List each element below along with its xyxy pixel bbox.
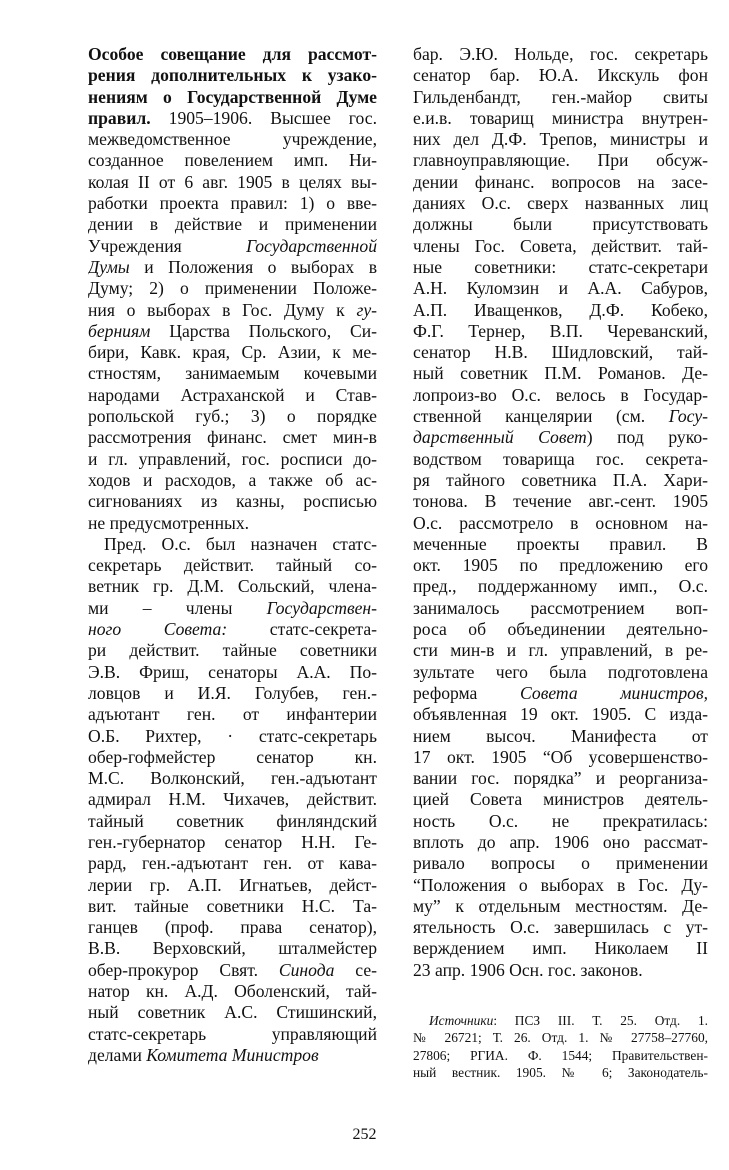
text-run: и гл. управлений, гос. росписи до- [88, 448, 377, 469]
text-run: народами Астраханской и Став- [88, 384, 377, 405]
text-run: ходов и расходов, а также об ас- [88, 469, 377, 490]
text-line [413, 747, 708, 768]
text-line [413, 1029, 708, 1046]
text-run: не предусмотренных. [88, 512, 250, 533]
text-line [88, 747, 377, 768]
text-run: дении финанс. вопросов на засе- [413, 171, 708, 192]
text-run: меченные проекты правил. В [413, 533, 708, 554]
text-line [88, 214, 377, 235]
text-run: Государственной [246, 235, 377, 256]
text-line [413, 534, 708, 555]
text-line [413, 300, 708, 321]
text-run: пред., поддержанному имп., О.с. [413, 576, 708, 597]
text-run: созданное повелением имп. Ни- [88, 150, 377, 171]
text-line [88, 640, 377, 661]
text-run: ный вестник. 1905. № 6; Законодатель- [413, 1064, 708, 1080]
text-line [88, 236, 377, 257]
text-run: Комитета Министров [146, 1044, 319, 1065]
text-run: главноуправляющие. При обсуж- [413, 150, 708, 171]
text-line [413, 576, 708, 597]
text-run: реформа [413, 682, 521, 703]
text-line [88, 1002, 377, 1023]
text-run: занималось рассмотрением воп- [413, 597, 708, 618]
text-run: рард, ген.-адъютант ген. от кава- [88, 853, 377, 874]
text-run: бири, Кавк. края, Ср. Азии, к ме- [88, 342, 377, 363]
text-run: работки проекта правил: 1) о вве- [88, 193, 377, 214]
text-run: лопроиз-во О.с. велось в Государ- [413, 384, 708, 405]
page-number: 252 [352, 1126, 377, 1143]
sources-footnote [413, 1012, 708, 1081]
text-line [413, 1047, 708, 1064]
text-line [413, 236, 708, 257]
text-line [88, 470, 377, 491]
text-line [413, 704, 708, 725]
text-line [413, 640, 708, 661]
text-line [413, 150, 708, 171]
text-line [88, 44, 377, 65]
text-run: сенатор Н.В. Шидловский, тай- [413, 342, 708, 363]
text-run: адъютант ген. от инфантерии [88, 704, 377, 725]
text-run: Синода [278, 959, 335, 980]
text-run: ) под руко- [586, 427, 708, 448]
text-run: Думы [88, 256, 130, 277]
text-run: объявленная 19 окт. 1905. С изда- [413, 704, 708, 725]
text-line [88, 150, 377, 171]
text-line [413, 513, 708, 534]
text-line [413, 726, 708, 747]
text-run: : ПСЗ III. Т. 25. Отд. 1. [493, 1013, 708, 1028]
text-run: Э.В. Фриш, сенаторы А.А. По- [88, 661, 377, 682]
text-run: обер-прокурор Свят. [88, 959, 279, 980]
text-run: Учреждения [88, 235, 247, 256]
text-line [88, 704, 377, 725]
text-run: 1905–1906. Высшее гос. [150, 107, 377, 128]
text-line [413, 321, 708, 342]
text-run: дении в действие и применении [88, 214, 377, 235]
text-line [413, 555, 708, 576]
text-run: секретарь действит. тайный со- [88, 555, 377, 576]
text-run: вплоть до апр. 1906 оно рассмат- [413, 831, 708, 852]
text-line [413, 172, 708, 193]
text-line [413, 87, 708, 108]
text-run: ные советники: статс-секретари [413, 256, 708, 277]
text-run: окт. 1905 по предложению его [413, 555, 708, 576]
text-run: сенатор бар. Ю.А. Икскуль фон [413, 65, 708, 86]
text-run: М.С. Волконский, ген.-адъютант [88, 768, 377, 789]
text-run: верждением имп. Николаем II [413, 938, 708, 959]
text-run: ген.-губернатор сенатор Н.Н. Ге- [88, 831, 377, 852]
text-run: се- [334, 959, 377, 980]
text-run: рения дополнительных к узако- [88, 65, 377, 86]
text-line [88, 662, 377, 683]
text-line [88, 65, 377, 86]
text-run: ного Совета: [88, 619, 228, 640]
text-run: ветник гр. Д.М. Сольский, члена- [88, 576, 377, 597]
text-line [88, 619, 377, 640]
text-line [88, 449, 377, 470]
text-run: А.П. Иващенков, Д.Ф. Кобеко, [413, 299, 708, 320]
text-line [413, 278, 708, 299]
text-line [413, 129, 708, 150]
text-run: Пред. О.с. был назначен статс- [104, 533, 377, 554]
text-line [88, 363, 377, 384]
text-run: А.Н. Куломзин и А.А. Сабуров, [413, 278, 708, 299]
text-run: Царства Польского, Си- [150, 320, 377, 341]
text-run: дарственный Совет [413, 427, 587, 448]
text-run: Гильденбандт, ген.-майор свиты [413, 86, 708, 107]
text-run: 23 апр. 1906 Осн. гос. законов. [413, 959, 643, 980]
text-run: должны были присутствовать [413, 214, 708, 235]
text-run: нениям о Государственной Думе [88, 86, 377, 107]
text-line [413, 789, 708, 810]
text-line [413, 427, 708, 448]
text-line [88, 875, 377, 896]
text-line [88, 938, 377, 959]
text-run: е.и.в. товарищ министра внутрен- [413, 107, 708, 128]
text-line [88, 129, 377, 150]
right-column [413, 44, 708, 981]
text-line [88, 172, 377, 193]
text-line [413, 1064, 708, 1081]
text-run: ми – члены [88, 597, 267, 618]
text-run: и Положения о выборах в [129, 256, 377, 277]
text-line [88, 598, 377, 619]
text-run: гу- [356, 299, 377, 320]
text-run: ность О.с. не прекратилась: [413, 810, 708, 831]
text-line [88, 832, 377, 853]
text-line [413, 406, 708, 427]
text-run: стностям, занимаемым кочевыми [88, 363, 377, 384]
text-line [413, 875, 708, 896]
text-run: ганцев (проф. права сенатор), [88, 917, 377, 938]
text-line [88, 811, 377, 832]
text-line [88, 981, 377, 1002]
text-run: О.Б. Рихтер, · статс-секретарь [88, 725, 377, 746]
text-line [88, 789, 377, 810]
text-run: 17 окт. 1905 “Об усовершенство- [413, 746, 708, 767]
text-run: Совета министров, [520, 682, 708, 703]
text-run: ривало вопросы о применении [413, 853, 708, 874]
text-run: вании гос. порядка” и реорганиза- [413, 768, 708, 789]
text-run: роса об объединении деятельно- [413, 619, 708, 640]
text-line [413, 662, 708, 683]
text-line [413, 193, 708, 214]
text-line [413, 449, 708, 470]
text-line [88, 278, 377, 299]
text-run: бар. Э.Ю. Нольде, гос. секретарь [413, 44, 708, 64]
text-run: Особое совещание для рассмот- [88, 44, 377, 64]
text-line [413, 385, 708, 406]
text-line [413, 832, 708, 853]
text-line [88, 385, 377, 406]
text-line [413, 491, 708, 512]
text-line [88, 917, 377, 938]
text-run: Думу; 2) о применении Положе- [88, 278, 377, 299]
text-run: делами [88, 1044, 147, 1065]
text-run: сти мин-в и гл. управлений, в ре- [413, 640, 708, 661]
text-line [88, 406, 377, 427]
text-run: обер-гофмейстер сенатор кн. [88, 746, 377, 767]
text-line [88, 513, 377, 534]
text-line [88, 555, 377, 576]
text-line [413, 257, 708, 278]
text-run: тонова. В течение авг.-сент. 1905 [413, 491, 708, 512]
text-run: тайный советник финляндский [88, 810, 377, 831]
text-run: ри действит. тайные советники [88, 640, 377, 661]
text-line [88, 683, 377, 704]
text-line [88, 300, 377, 321]
left-column [88, 44, 377, 1066]
text-run: “Положения о выборах в Гос. Ду- [413, 874, 708, 895]
text-line [413, 853, 708, 874]
text-line [413, 896, 708, 917]
text-run: рассмотрения финанс. смет мин-в [88, 427, 377, 448]
text-run: ропольской губ.; 3) о порядке [88, 406, 377, 427]
text-line [88, 896, 377, 917]
text-line [88, 768, 377, 789]
text-run: Государствен- [266, 597, 377, 618]
text-line [413, 619, 708, 640]
text-run: адмирал Н.М. Чихачев, действит. [88, 789, 377, 810]
text-run: водством товарища гос. секрета- [413, 448, 708, 469]
text-run: сигнованиях из казны, росписью [88, 491, 377, 512]
text-run: ния о выборах в Гос. Думу к [88, 299, 357, 320]
text-run: ный советник А.С. Стишинский, [88, 1002, 377, 1023]
text-run: берниям [88, 320, 151, 341]
text-run: статс-секретарь управляющий [88, 1023, 377, 1044]
text-line [88, 491, 377, 512]
text-line [413, 65, 708, 86]
text-run: ятельность О.с. завершилась с ут- [413, 917, 708, 938]
text-run: 27806; РГИА. Ф. 1544; Правительствен- [413, 1047, 708, 1063]
text-run: колая II от 6 авг. 1905 в целях вы- [88, 171, 377, 192]
text-run: Источники [429, 1013, 494, 1028]
text-run: межведомственное учреждение, [88, 129, 377, 150]
text-run: № 26721; Т. 26. Отд. 1. № 27758–27760, [413, 1030, 708, 1046]
text-line [413, 917, 708, 938]
text-run: вит. тайные советники Н.С. Та- [88, 895, 377, 916]
text-run: члены Гос. Совета, действит. тай- [413, 235, 708, 256]
text-line [413, 363, 708, 384]
text-line [88, 726, 377, 747]
text-run: О.с. рассмотрело в основном на- [413, 512, 708, 533]
text-run: натор кн. А.Д. Оболенский, тай- [88, 981, 377, 1002]
text-line [413, 938, 708, 959]
text-line [413, 342, 708, 363]
text-run: Госу- [668, 406, 708, 427]
text-line [88, 342, 377, 363]
text-run: них дел Д.Ф. Трепов, министры и [413, 129, 708, 150]
text-line [88, 257, 377, 278]
text-run: ря тайного советника П.А. Хари- [413, 469, 708, 490]
text-line [413, 470, 708, 491]
text-run: ственной канцелярии (см. [413, 406, 669, 427]
text-line [88, 534, 377, 555]
text-line [88, 193, 377, 214]
text-run: му” к отдельным местностям. Де- [413, 895, 708, 916]
text-run: зультате чего была подготовлена [413, 661, 708, 682]
text-line [413, 811, 708, 832]
text-line [88, 1024, 377, 1045]
text-line [88, 853, 377, 874]
text-line [88, 576, 377, 597]
text-line [88, 960, 377, 981]
text-line [88, 321, 377, 342]
text-line [88, 1045, 377, 1066]
text-line [413, 960, 708, 981]
text-run: нием высоч. Манифеста от [413, 725, 708, 746]
text-run: ловцов и И.Я. Голубев, ген.- [88, 682, 377, 703]
text-run: даниях О.с. сверх названных лиц [413, 193, 708, 214]
text-run: цией Совета министров деятель- [413, 789, 708, 810]
text-line [88, 87, 377, 108]
text-run: правил. [88, 107, 151, 128]
text-run: статс-секрета- [227, 619, 377, 640]
text-line [413, 44, 708, 65]
text-line [413, 598, 708, 619]
text-run: ный советник П.М. Романов. Де- [413, 363, 708, 384]
text-run: лерии гр. А.П. Игнатьев, дейст- [88, 874, 377, 895]
text-line [88, 427, 377, 448]
text-run: В.В. Верховский, шталмейстер [88, 938, 377, 959]
text-line [413, 108, 708, 129]
text-run: Ф.Г. Тернер, В.П. Череванский, [413, 320, 708, 341]
text-line [413, 214, 708, 235]
text-line [88, 108, 377, 129]
text-line [413, 1012, 708, 1029]
text-line [413, 768, 708, 789]
text-line [413, 683, 708, 704]
